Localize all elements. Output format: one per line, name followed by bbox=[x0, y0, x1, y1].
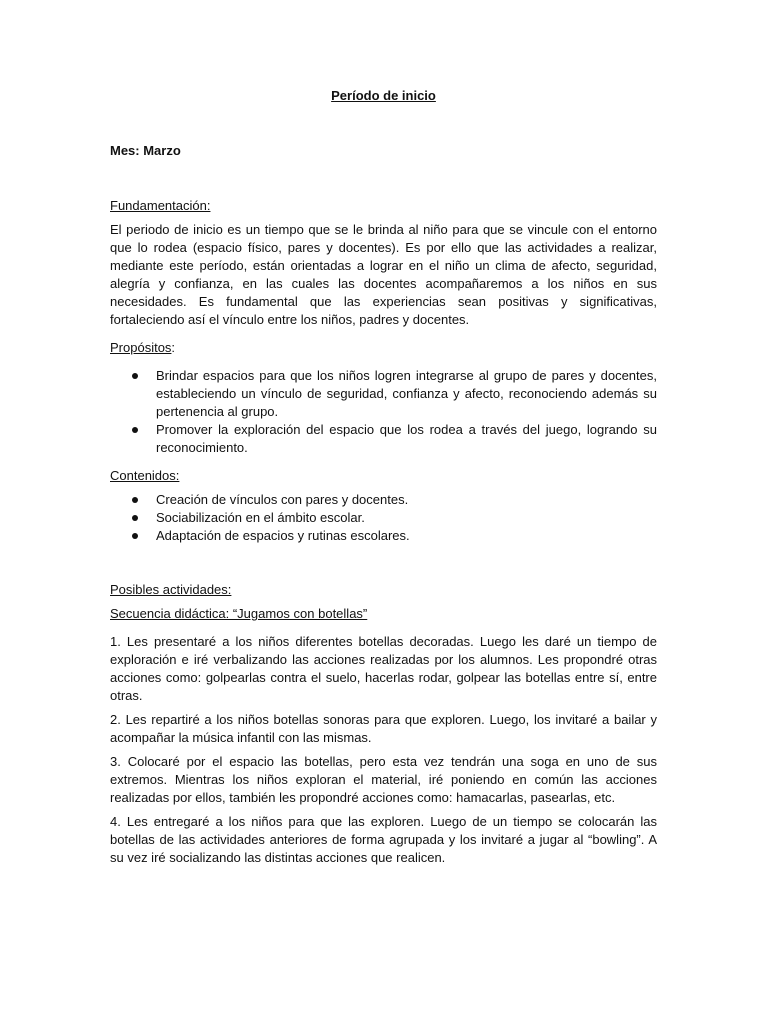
bullet-icon bbox=[132, 515, 138, 521]
contenidos-heading: Contenidos: bbox=[110, 468, 180, 483]
list-item bbox=[110, 367, 657, 421]
propositos-heading-line bbox=[110, 339, 657, 357]
contenidos-item-text: Creación de vínculos con pares y docentes. bbox=[156, 492, 409, 507]
list-item bbox=[110, 421, 657, 457]
propositos-list bbox=[110, 367, 657, 457]
propositos-colon: : bbox=[171, 340, 176, 355]
list-item bbox=[110, 491, 657, 509]
bullet-icon bbox=[132, 533, 138, 539]
bullet-icon bbox=[132, 427, 138, 433]
fundamentacion-paragraph: El periodo de inicio es un tiempo que se le brinda al niño para que se vincule con el entorno que lo rodea (espacio físico, pares y docentes). Es por ello que las actividades a realizar, mediante este período, están orientadas a lograr en el niño un clima de afecto, seguridad, alegría y confianza, en las cuales las docentes acompañaremos a los niños en sus necesidades. Es fundamental que las experiencias sean positivas y significativas, fortaleciendo así el vínculo entre los niños, padres y docentes. bbox=[110, 222, 657, 327]
actividad-paragraph: 1. Les presentaré a los niños diferentes botellas decoradas. Luego les daré un tiempo de exploración e iré verbalizando las acciones realizadas por los alumnos. Les propondré otras acciones como: golpearlas contra el suelo, hacerlas rodar, golpear las botellas entre sí, entre otras. bbox=[110, 634, 657, 703]
document-title: Período de inicio bbox=[331, 88, 436, 103]
propositos-item-text: Brindar espacios para que los niños logren integrarse al grupo de pares y docentes, estableciendo un vínculo de seguridad, confianza y afecto, reconociendo además su pertenencia al grupo. bbox=[156, 368, 657, 419]
list-item bbox=[110, 509, 657, 527]
actividad-paragraph: 2. Les repartiré a los niños botellas sonoras para que exploren. Luego, los invitaré a bailar y acompañar la música infantil con las mismas. bbox=[110, 712, 657, 745]
actividades-heading: Posibles actividades: bbox=[110, 582, 232, 597]
propositos-item-text: Promover la exploración del espacio que los rodea a través del juego, logrando su reconocimiento. bbox=[156, 422, 657, 455]
contenidos-item-text: Sociabilización en el ámbito escolar. bbox=[156, 510, 365, 525]
bullet-icon bbox=[132, 373, 138, 379]
actividad-paragraph: 3. Colocaré por el espacio las botellas, pero esta vez tendrán una soga en uno de sus extremos. Mientras los niños exploran el material, iré poniendo en común las acciones realizadas por ellos, también les propondré acciones como: hamacarlas, pasearlas, etc. bbox=[110, 754, 657, 805]
propositos-heading: Propósitos bbox=[110, 340, 172, 355]
secuencia-heading: Secuencia didáctica: “Jugamos con botellas” bbox=[110, 606, 368, 621]
bullet-icon bbox=[132, 497, 138, 503]
contenidos-item-text: Adaptación de espacios y rutinas escolares. bbox=[156, 528, 410, 543]
month-label: Mes: Marzo bbox=[110, 143, 181, 158]
list-item bbox=[110, 527, 657, 545]
contenidos-list bbox=[110, 491, 657, 545]
actividad-paragraph: 4. Les entregaré a los niños para que las exploren. Luego de un tiempo se colocarán las botellas de las actividades anteriores de forma agrupada y los invitaré a jugar al “bowling”. A su vez iré socializando las distintas acciones que realicen. bbox=[110, 814, 657, 865]
fundamentacion-heading: Fundamentación: bbox=[110, 198, 211, 213]
document-body bbox=[110, 87, 657, 867]
